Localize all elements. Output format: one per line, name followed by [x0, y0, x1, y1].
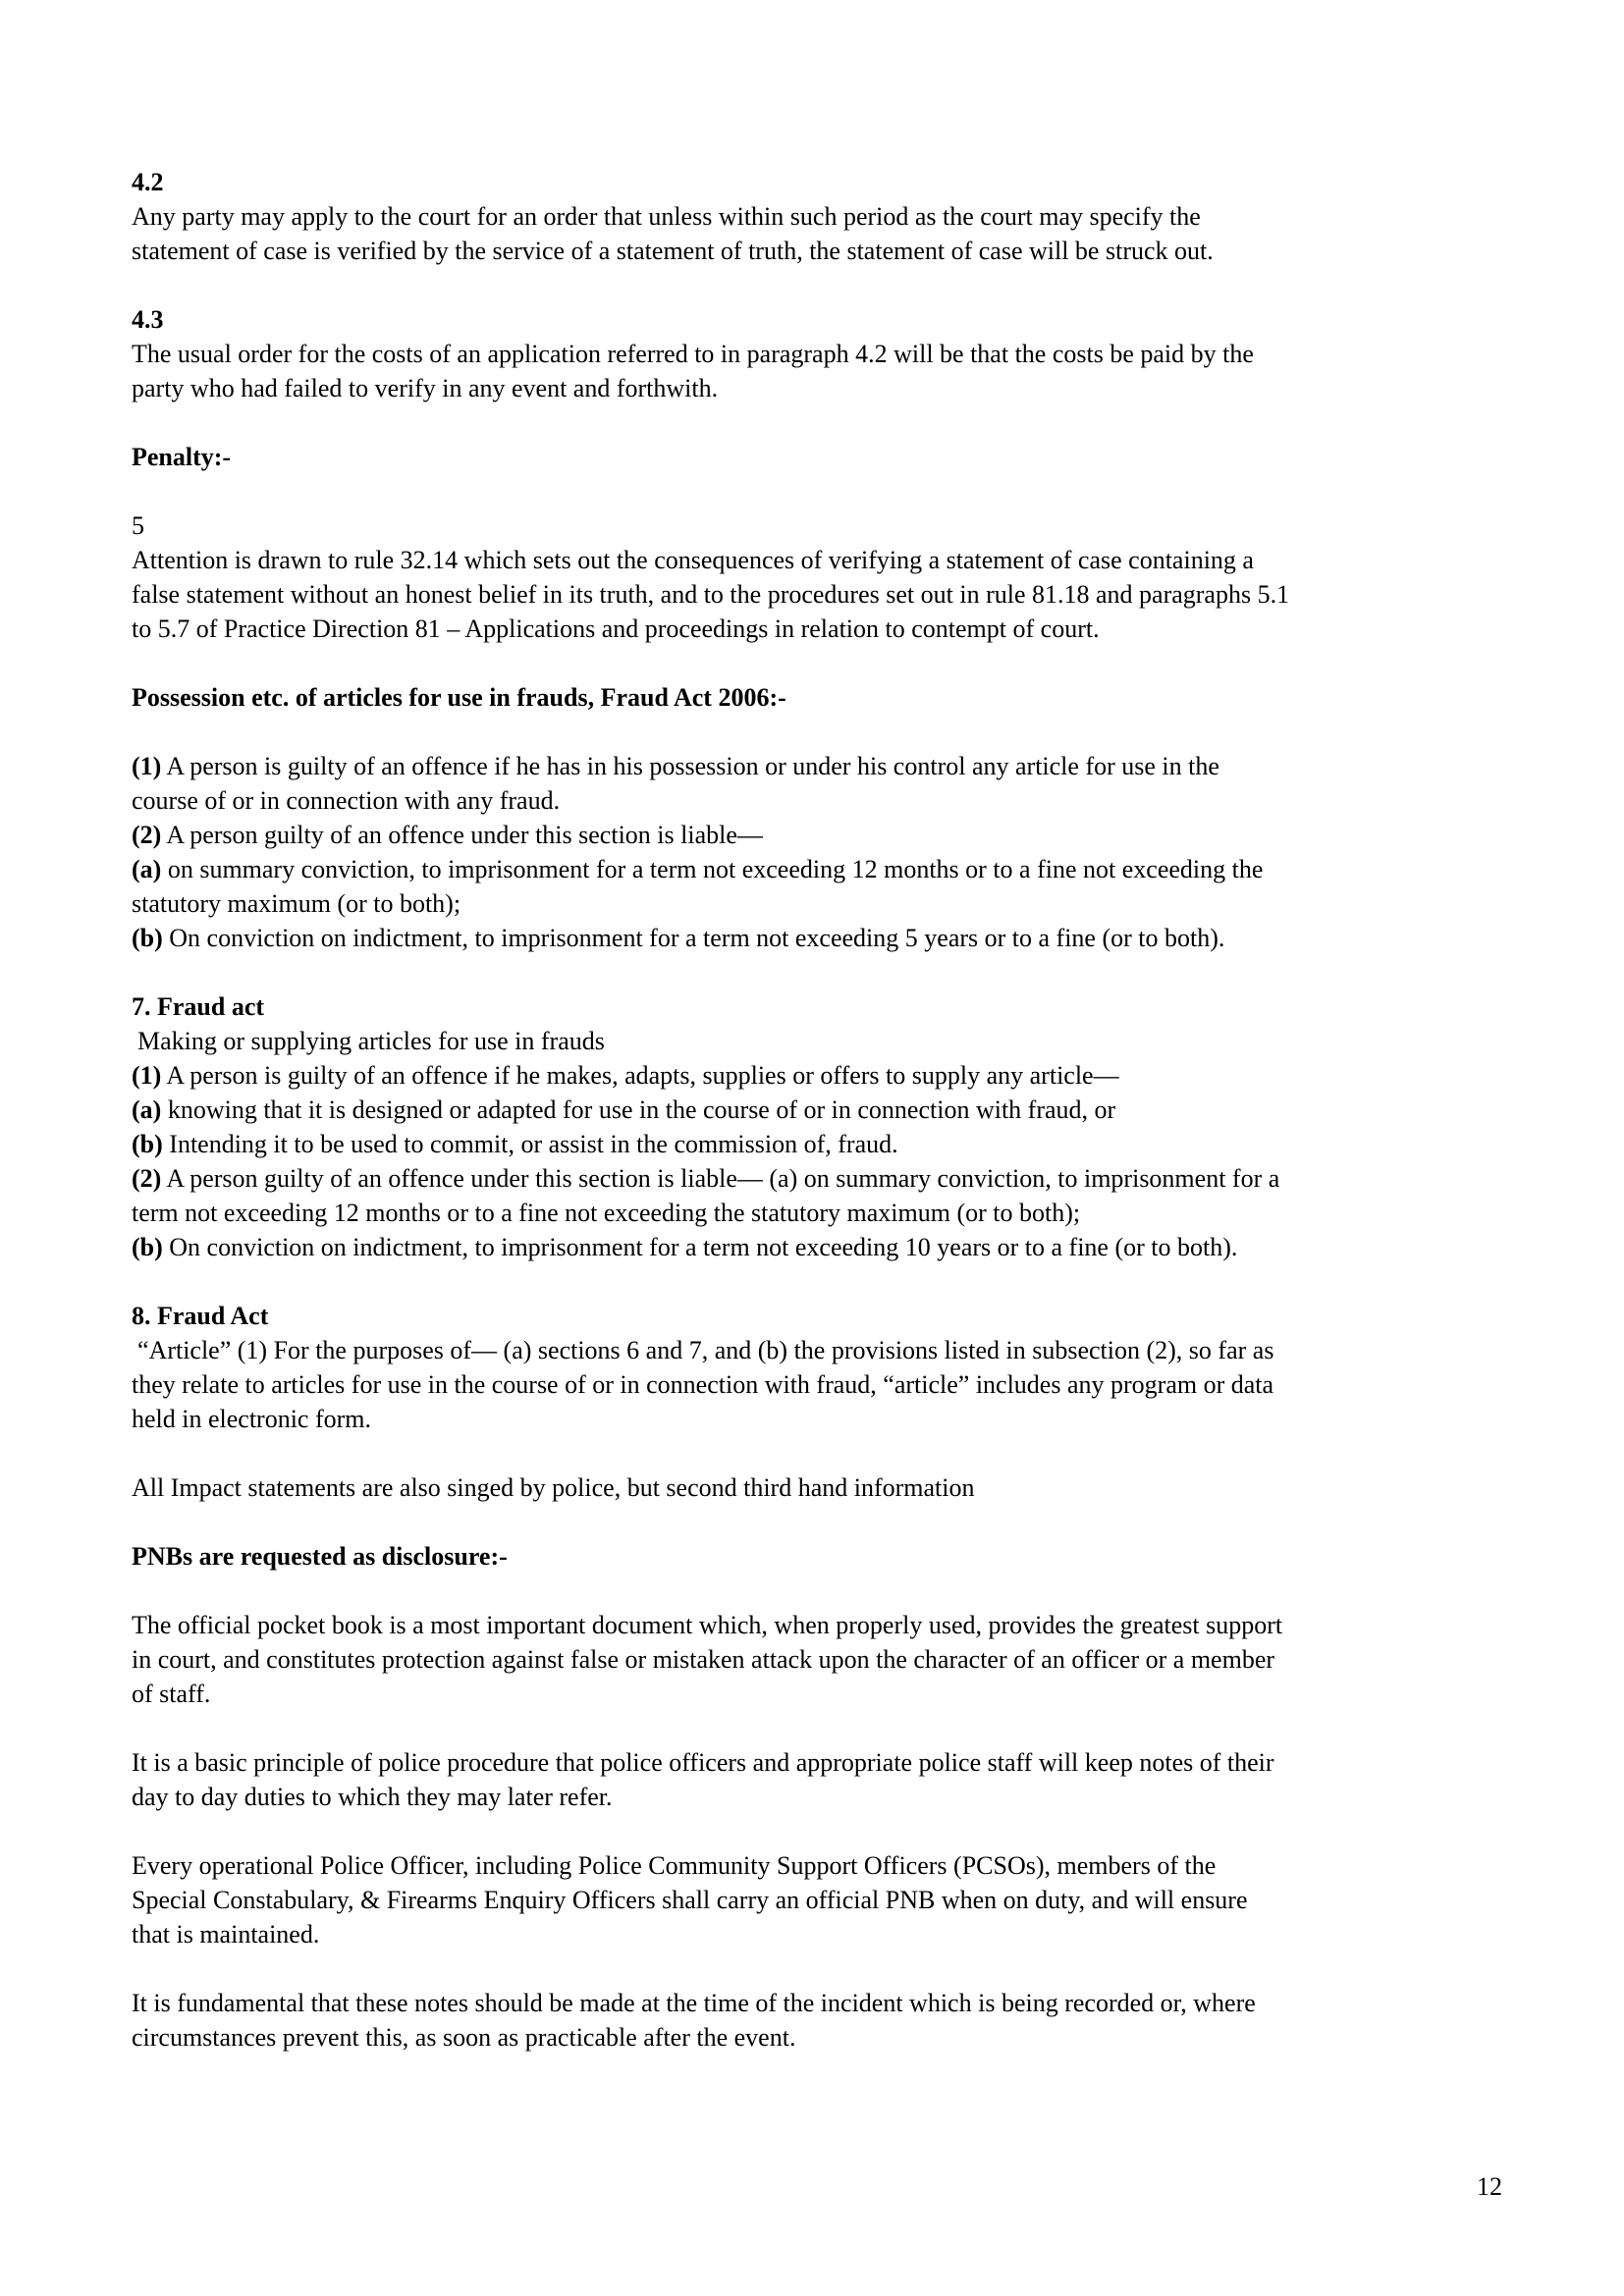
- section-4-3-heading: 4.3: [132, 305, 164, 334]
- section-8-heading: 8. Fraud Act: [132, 1302, 269, 1330]
- section-7-line-4: [132, 1161, 1506, 1196]
- possession-line-3: [132, 818, 1506, 852]
- clause-text: On conviction on indictment, to imprisonment for a term not exceeding 5 years or to a fine (or to both).: [162, 924, 1225, 952]
- penalty-heading-block: [132, 440, 1506, 474]
- section-4-2-line-1: Any party may apply to the court for an order that unless within such period as the court may specify the: [132, 202, 1201, 231]
- impact-statement-note: [132, 1470, 1506, 1505]
- section-7-line-5: term not exceeding 12 months or to a fine not exceeding the statutory maximum (or to both);: [132, 1199, 1081, 1227]
- page-content: [132, 165, 1506, 2089]
- pnb-p1-line-3: of staff.: [132, 1680, 211, 1708]
- pnb-paragraph-3: [132, 1848, 1506, 1951]
- section-5-line-1: Attention is drawn to rule 32.14 which sets out the consequences of verifying a statement of case containing a: [132, 546, 1254, 574]
- pnb-p4-line-1: It is fundamental that these notes should be made at the time of the incident which is being recorded or, where: [132, 1989, 1256, 2017]
- pnb-heading-block: [132, 1539, 1506, 1574]
- possession-line-1: [132, 749, 1506, 783]
- clause-marker: (b): [132, 1130, 163, 1158]
- section-7-line-1: [132, 1058, 1506, 1093]
- pnb-paragraph-2: [132, 1745, 1506, 1814]
- clause-text: Intending it to be used to commit, or assist in the commission of, fraud.: [162, 1130, 898, 1158]
- section-4-3-line-1: The usual order for the costs of an application referred to in paragraph 4.2 will be that the costs be paid by the: [132, 340, 1254, 368]
- pnb-p3-line-3: that is maintained.: [132, 1920, 320, 1949]
- clause-marker: (b): [132, 924, 163, 952]
- section-7-line-2: [132, 1093, 1506, 1127]
- section-5-heading: 5: [132, 511, 144, 540]
- section-5-line-2: false statement without an honest belief in its truth, and to the procedures set out in rule 81.18 and paragraphs 5.1: [132, 580, 1290, 609]
- possession-heading: Possession etc. of articles for use in frauds, Fraud Act 2006:-: [132, 683, 786, 712]
- pnb-p3-line-2: Special Constabulary, & Firearms Enquiry Officers shall carry an official PNB when on duty, and will ensure: [132, 1886, 1248, 1914]
- page-number: 12: [1477, 2172, 1502, 2201]
- section-4-2-heading: 4.2: [132, 168, 164, 196]
- clause-text: on summary conviction, to imprisonment for a term not exceeding 12 months or to a fine not exceeding the: [161, 855, 1264, 883]
- clause-marker: (1): [132, 1061, 162, 1090]
- section-7-subtitle: Making or supplying articles for use in frauds: [137, 1027, 605, 1055]
- possession-heading-block: [132, 680, 1506, 715]
- pnb-p1-line-1: The official pocket book is a most important document which, when properly used, provides the greatest support: [132, 1611, 1283, 1639]
- pnb-paragraph-4: [132, 1986, 1506, 2055]
- section-7-heading: 7. Fraud act: [132, 992, 265, 1021]
- section-7-line-6: [132, 1230, 1506, 1264]
- clause-marker: (2): [132, 821, 162, 849]
- clause-marker: (a): [132, 855, 162, 883]
- section-4-2-line-2: statement of case is verified by the service of a statement of truth, the statement of case will be struck out.: [132, 237, 1214, 265]
- pnb-p2-line-1: It is a basic principle of police procedure that police officers and appropriate police staff will keep notes of their: [132, 1748, 1274, 1777]
- clause-text: A person is guilty of an offence if he makes, adapts, supplies or offers to supply any article—: [161, 1061, 1119, 1090]
- pnb-p4-line-2: circumstances prevent this, as soon as practicable after the event.: [132, 2023, 796, 2052]
- section-4-2: [132, 165, 1506, 268]
- clause-text: On conviction on indictment, to imprisonment for a term not exceeding 10 years or to a fine (or to both).: [162, 1233, 1238, 1261]
- clause-marker: (b): [132, 1233, 163, 1261]
- clause-text: A person is guilty of an offence if he has in his possession or under his control any article for use in the: [161, 752, 1219, 780]
- section-5-line-3: to 5.7 of Practice Direction 81 – Applications and proceedings in relation to contempt of court.: [132, 614, 1100, 643]
- clause-marker: (2): [132, 1164, 162, 1193]
- pnb-heading: PNBs are requested as disclosure:-: [132, 1542, 508, 1571]
- section-4-3-line-2: party who had failed to verify in any event and forthwith.: [132, 374, 719, 402]
- section-8-line-1: “Article” (1) For the purposes of— (a) sections 6 and 7, and (b) the provisions listed in subsection (2), so far as: [137, 1336, 1274, 1364]
- penalty-heading: Penalty:-: [132, 443, 232, 471]
- section-8-line-3: held in electronic form.: [132, 1405, 372, 1433]
- clause-text: A person guilty of an offence under this section is liable— (a) on summary conviction, to imprisonment for a: [161, 1164, 1280, 1193]
- section-5: [132, 508, 1506, 646]
- pnb-p2-line-2: day to day duties to which they may later refer.: [132, 1783, 613, 1811]
- section-4-3: [132, 302, 1506, 405]
- possession-body: [132, 749, 1506, 955]
- section-7-line-3: [132, 1127, 1506, 1161]
- pnb-p1-line-2: in court, and constitutes protection against false or mistaken attack upon the character of an officer or a member: [132, 1645, 1275, 1674]
- pnb-paragraph-1: [132, 1608, 1506, 1711]
- possession-line-5: statutory maximum (or to both);: [132, 889, 461, 918]
- impact-line-1: All Impact statements are also singed by police, but second third hand information: [132, 1473, 975, 1502]
- possession-line-4: [132, 852, 1506, 886]
- section-7: [132, 989, 1506, 1264]
- clause-text: knowing that it is designed or adapted for use in the course of or in connection with fraud, or: [161, 1095, 1116, 1124]
- section-8-line-2: they relate to articles for use in the course of or in connection with fraud, “article” includes any program or data: [132, 1370, 1274, 1399]
- section-8: [132, 1299, 1506, 1436]
- possession-line-2: course of or in connection with any fraud.: [132, 786, 561, 815]
- clause-marker: (1): [132, 752, 162, 780]
- pnb-p3-line-1: Every operational Police Officer, including Police Community Support Officers (PCSOs), members of the: [132, 1851, 1217, 1880]
- clause-marker: (a): [132, 1095, 162, 1124]
- possession-line-6: [132, 921, 1506, 955]
- clause-text: A person guilty of an offence under this section is liable—: [161, 821, 763, 849]
